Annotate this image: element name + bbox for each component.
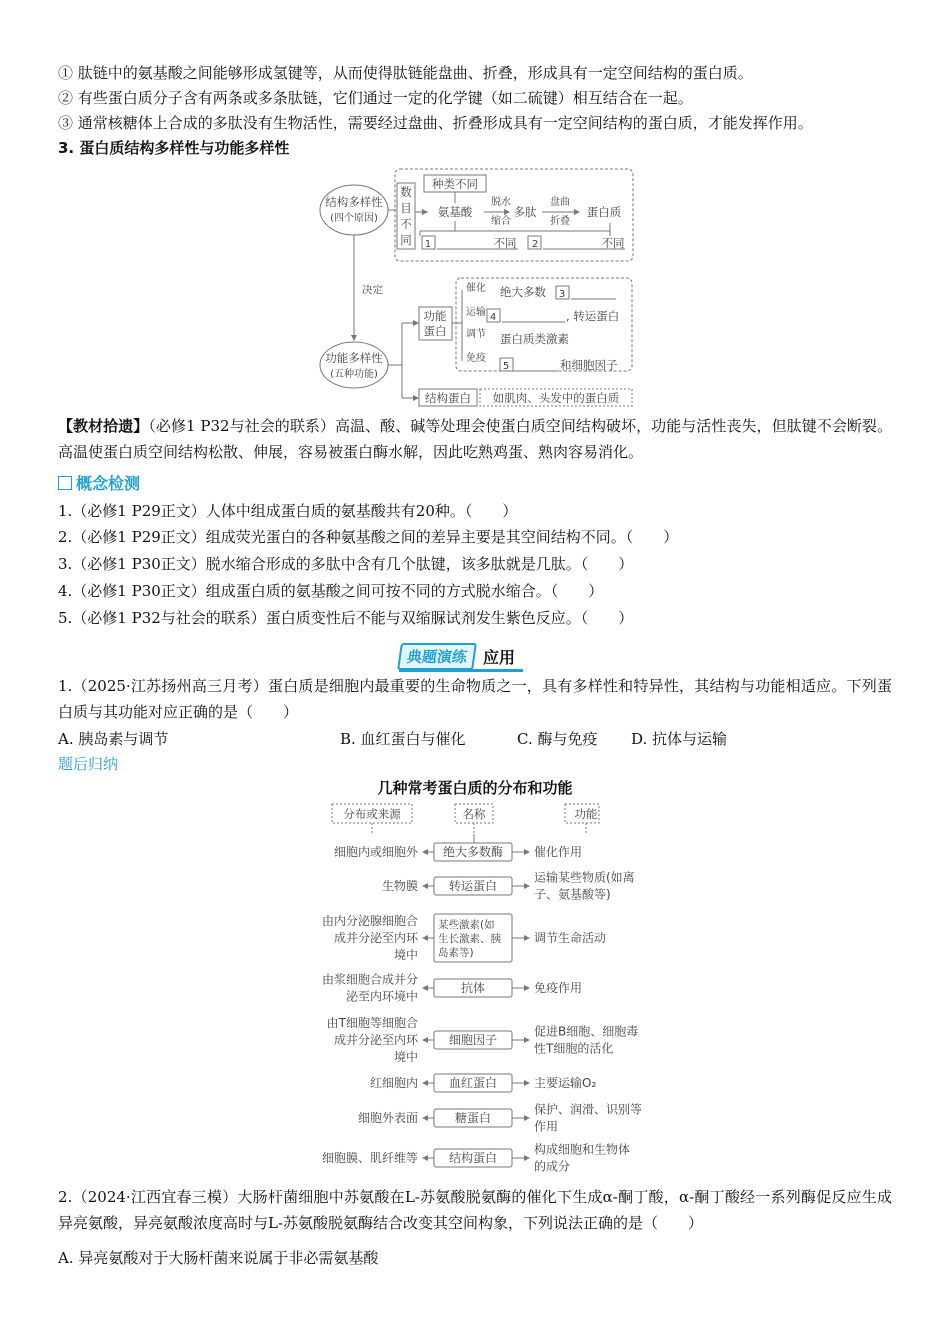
concept-item-3: 3.（必修1 P30正文）脱水缩合形成的多肽中含有几个肽键，该多肽就是几肽。（ ） bbox=[58, 555, 634, 573]
regulate-label: 调节 bbox=[466, 329, 486, 340]
left-arrow-head-7 bbox=[422, 1155, 428, 1161]
left-arrow-head-1 bbox=[422, 883, 428, 889]
kind-diff-label: 种类不同 bbox=[432, 177, 478, 191]
textbook-note-label: 【教材拾遗】 bbox=[58, 417, 149, 435]
right-arrow-head-5 bbox=[524, 1080, 530, 1086]
intro-point-1: ① 肽链中的氨基酸之间能够形成氢键等，从而使得肽链能盘曲、折叠，形成具有一定空间结构的蛋白质。 bbox=[58, 64, 753, 82]
structure-function-diagram bbox=[310, 165, 640, 410]
header-label-1: 名称 bbox=[462, 807, 486, 821]
blank-2-number: 2 bbox=[531, 239, 539, 250]
left-arrow-head-4 bbox=[422, 1037, 428, 1043]
q1-option-b: B. 血红蛋白与催化 bbox=[340, 730, 466, 748]
immune-text: 和细胞因子 bbox=[560, 358, 618, 372]
function-diversity-sub: (五种功能) bbox=[330, 369, 378, 380]
structure-diversity-label: 结构多样性 bbox=[325, 195, 383, 209]
checkbox-icon bbox=[58, 476, 72, 490]
polypeptide-label: 多肽 bbox=[513, 205, 537, 219]
right-arrow-head-0 bbox=[524, 849, 530, 855]
function-text-2-0: 调节生命活动 bbox=[534, 931, 607, 945]
name-text-1-0: 转运蛋白 bbox=[448, 879, 498, 893]
right-arrow-head-4 bbox=[524, 1037, 530, 1043]
header-label-0: 分布或来源 bbox=[343, 807, 401, 821]
function-protein-1: 功能 bbox=[423, 309, 447, 323]
concept-check-heading bbox=[58, 473, 140, 495]
source-text-6-0: 细胞外表面 bbox=[357, 1111, 418, 1125]
amino-acid-label: 氨基酸 bbox=[437, 205, 473, 219]
fold-2: 折叠 bbox=[550, 216, 570, 227]
intro-point-3: ③ 通常核糖体上合成的多肽没有生物活性，需要经过盘曲、折叠形成具有一定空间结构的蛋白质，才能发挥作用。 bbox=[58, 114, 813, 132]
source-text-3-0: 由浆细胞合成并分 bbox=[321, 972, 418, 987]
practice-banner-tag: 典题演练 bbox=[397, 643, 477, 670]
fold-1: 盘曲 bbox=[550, 197, 570, 208]
left-arrow-head-3 bbox=[422, 985, 428, 991]
count-diff-4: 同 bbox=[400, 233, 412, 247]
q1-option-c: C. 酶与免疫 bbox=[517, 730, 598, 748]
section-heading-3: 3. 蛋白质结构多样性与功能多样性 bbox=[58, 139, 290, 157]
protein-distribution-diagram bbox=[300, 800, 660, 1180]
blank-3-number: 3 bbox=[558, 289, 566, 300]
function-diversity-label: 功能多样性 bbox=[325, 351, 383, 365]
left-arrow-head-5 bbox=[422, 1080, 428, 1086]
function-text-1-0: 运输某些物质(如离 bbox=[534, 870, 635, 885]
blank-1-number: 1 bbox=[424, 239, 432, 250]
function-text-6-0: 保护、润滑、识别等 bbox=[534, 1102, 643, 1117]
blank-2-differ: 不同 bbox=[601, 236, 625, 250]
blank-4-number: 4 bbox=[489, 312, 497, 323]
concept-item-5: 5.（必修1 P32与社会的联系）蛋白质变性后不能与双缩脲试剂发生紫色反应。（ ） bbox=[58, 609, 634, 627]
textbook-note-text: （必修1 P32与社会的联系）高温、酸、碱等处理会使蛋白质空间结构破坏，功能与活性丧失，但肽键不会断裂。高温使蛋白质空间结构松散、伸展，容易被蛋白酶水解，因此吃熟鸡蛋、熟肉容易消化。 bbox=[58, 417, 892, 461]
left-arrow-head-6 bbox=[422, 1115, 428, 1121]
dehydration-2: 缩合 bbox=[491, 216, 511, 227]
source-text-7-0: 细胞膜、肌纤维等 bbox=[321, 1151, 418, 1165]
catalysis-text: 绝大多数 bbox=[500, 285, 546, 299]
catalysis-label: 催化 bbox=[466, 283, 486, 294]
right-arrow-head-7 bbox=[524, 1155, 530, 1161]
q1-option-a: A. 胰岛素与调节 bbox=[58, 730, 169, 748]
right-arrow-head-3 bbox=[524, 985, 530, 991]
q1-option-d: D. 抗体与运输 bbox=[631, 730, 728, 748]
structural-protein-text: 如肌肉、头发中的蛋白质 bbox=[492, 391, 620, 405]
question-2-stem: 2.（2024·江西宜春三模）大肠杆菌细胞中苏氨酸在L-苏氨酸脱氨酶的催化下生成α-酮丁酸，α-酮丁酸经一系列酶促反应生成异亮氨酸，异亮氨酸浓度高时与L-苏氨酸脱氨酶结合改变其空间构象，下列说法正确的是（ ） bbox=[58, 1188, 892, 1232]
q2-option-a: A. 异亮氨酸对于大肠杆菌来说属于非必需氨基酸 bbox=[58, 1249, 379, 1267]
summary-diagram-title: 几种常考蛋白质的分布和功能 bbox=[377, 779, 573, 797]
concept-item-1: 1.（必修1 P29正文）人体中组成蛋白质的氨基酸共有20种。（ ） bbox=[58, 502, 518, 520]
blank-5-number: 5 bbox=[502, 361, 510, 372]
blank-1-differ: 不同 bbox=[493, 236, 517, 250]
source-text-1-0: 生物膜 bbox=[381, 879, 418, 893]
dehydration-1: 脱水 bbox=[491, 197, 511, 208]
left-arrow-head-0 bbox=[422, 849, 428, 855]
function-text-4-0: 促进B细胞、细胞毒 bbox=[534, 1024, 639, 1039]
right-arrow-head-2 bbox=[524, 935, 530, 941]
source-text-3-1: 泌至内环境中 bbox=[345, 989, 418, 1004]
protein-label: 蛋白质 bbox=[586, 205, 622, 219]
source-text-2-0: 由内分泌腺细胞合 bbox=[321, 914, 418, 928]
source-text-4-0: 由T细胞等细胞合 bbox=[326, 1016, 418, 1030]
intro-point-2: ② 有些蛋白质分子含有两条或多条肽链，它们通过一定的化学键（如二硫键）相互结合在一起。 bbox=[58, 89, 693, 107]
function-text-7-1: 的成分 bbox=[534, 1159, 571, 1174]
source-text-5-0: 红细胞内 bbox=[369, 1076, 418, 1090]
name-text-7-0: 结构蛋白 bbox=[448, 1151, 498, 1165]
banner-underline bbox=[399, 669, 523, 672]
function-text-1-1: 子、氨基酸等) bbox=[534, 887, 611, 902]
function-text-4-1: 性T细胞的活化 bbox=[534, 1041, 614, 1056]
concept-item-2: 2.（必修1 P29正文）组成荧光蛋白的各种氨基酸之间的差异主要是其空间结构不同。（ ） bbox=[58, 528, 679, 546]
right-arrow-head-6 bbox=[524, 1115, 530, 1121]
function-text-3-0: 免疫作用 bbox=[534, 981, 583, 995]
practice-banner bbox=[399, 643, 515, 669]
immune-label: 免疫 bbox=[466, 353, 486, 364]
left-arrow-head-2 bbox=[422, 935, 428, 941]
name-text-2-1: 生长激素、胰 bbox=[438, 933, 501, 945]
source-text-0-0: 细胞内或细胞外 bbox=[333, 845, 418, 859]
function-text-6-1: 作用 bbox=[534, 1119, 559, 1134]
source-text-4-1: 成并分泌至内环 bbox=[333, 1033, 418, 1047]
name-text-0-0: 绝大多数酶 bbox=[442, 845, 504, 859]
regulate-text: 蛋白质类激素 bbox=[500, 332, 569, 346]
transport-label: 运输 bbox=[466, 307, 486, 318]
name-text-6-0: 糖蛋白 bbox=[454, 1111, 492, 1125]
name-text-4-0: 细胞因子 bbox=[448, 1033, 498, 1047]
concept-check-title: 概念检测 bbox=[76, 474, 141, 493]
name-text-5-0: 血红蛋白 bbox=[448, 1076, 498, 1090]
count-diff-1: 数 bbox=[400, 185, 412, 199]
source-text-4-2: 境中 bbox=[393, 1050, 418, 1064]
name-text-2-0: 某些激素(如 bbox=[438, 919, 495, 931]
textbook-note bbox=[58, 413, 892, 465]
structure-diversity-sub: (四个原因) bbox=[330, 213, 378, 224]
question-1-stem: 1.（2025·江苏扬州高三月考）蛋白质是细胞内最重要的生命物质之一，具有多样性和特异性，其结构与功能相适应。下列蛋白质与其功能对应正确的是（ ） bbox=[58, 677, 892, 721]
function-text-0-0: 催化作用 bbox=[534, 845, 583, 859]
name-text-2-2: 岛素等) bbox=[438, 947, 474, 959]
concept-item-4: 4.（必修1 P30正文）组成蛋白质的氨基酸之间可按不同的方式脱水缩合。（ ） bbox=[58, 582, 604, 600]
source-text-2-2: 境中 bbox=[393, 948, 418, 962]
function-text-5-0: 主要运输O₂ bbox=[534, 1076, 597, 1090]
summary-label: 题后归纳 bbox=[58, 755, 119, 773]
function-text-7-0: 构成细胞和生物体 bbox=[534, 1142, 631, 1157]
count-diff-3: 不 bbox=[400, 217, 412, 231]
source-text-2-1: 成并分泌至内环 bbox=[333, 931, 418, 945]
function-protein-2: 蛋白 bbox=[423, 324, 447, 338]
count-diff-2: 目 bbox=[400, 201, 412, 215]
header-label-2: 功能 bbox=[574, 807, 598, 821]
structural-protein-label: 结构蛋白 bbox=[425, 391, 471, 405]
transport-text: , 转运蛋白 bbox=[566, 309, 620, 323]
decide-label: 决定 bbox=[362, 284, 383, 296]
name-text-3-0: 抗体 bbox=[460, 981, 486, 995]
practice-banner-rest: 应用 bbox=[483, 647, 516, 667]
right-arrow-head-1 bbox=[524, 883, 530, 889]
